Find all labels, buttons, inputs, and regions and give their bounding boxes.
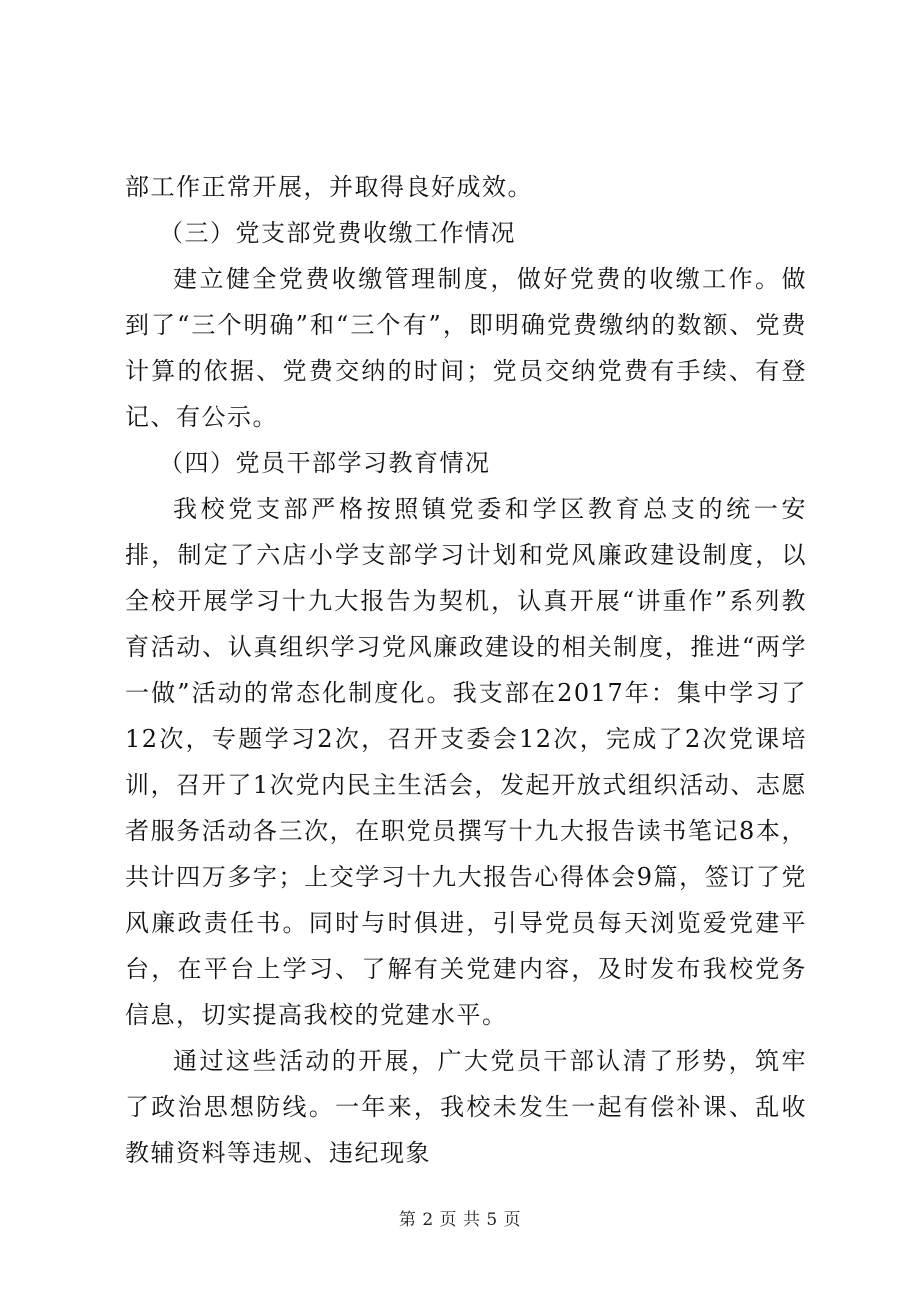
paragraph-activities-result: 通过这些活动的开展，广大党员干部认清了形势，筑牢了政治思想防线。一年来，我校未发生一起有偿补课、乱收教辅资料等违规、违纪现象	[125, 1047, 807, 1167]
paragraph-study-education: 我校党支部严格按照镇党委和学区教育总支的统一安排，制定了六店小学支部学习计划和党风廉政建设制度，以全校开展学习十九大报告为契机，认真开展“讲重作”系列教育活动、认真组织学习党风廉政建设的相关制度，推进“两学一做”活动的常态化制度化。我支部在2017年：集中学习了12次，专题学习2次，召开支委会12次，完成了2次党课培训，召开了1次党内民主生活会，发起开放式组织活动、志愿者服务活动各三次，在职党员撰写十九大报告读书笔记8本，共计四万多字；上交学习十九大报告心得体会9篇，签订了党风廉政责任书。同时与时俱进，引导党员每天浏览爱党建平台，在平台上学习、了解有关党建内容，及时发布我校党务信息，切实提高我校的党建水平。	[125, 495, 807, 1029]
section-heading-study-education: （四）党员干部学习教育情况	[159, 449, 491, 477]
paragraph-continuation: 部工作正常开展，并取得良好成效。	[125, 173, 533, 201]
page-number-footer: 第 2 页 共 5 页	[398, 1210, 522, 1230]
paragraph-party-fees: 建立健全党费收缴管理制度，做好党费的收缴工作。做到了“三个明确”和“三个有”，即明确党费缴纳的数额、党费计算的依据、党费交纳的时间；党员交纳党费有手续、有登记、有公示。	[125, 265, 807, 431]
section-heading-party-fees: （三）党支部党费收缴工作情况	[159, 219, 516, 247]
document-body	[125, 164, 807, 1176]
